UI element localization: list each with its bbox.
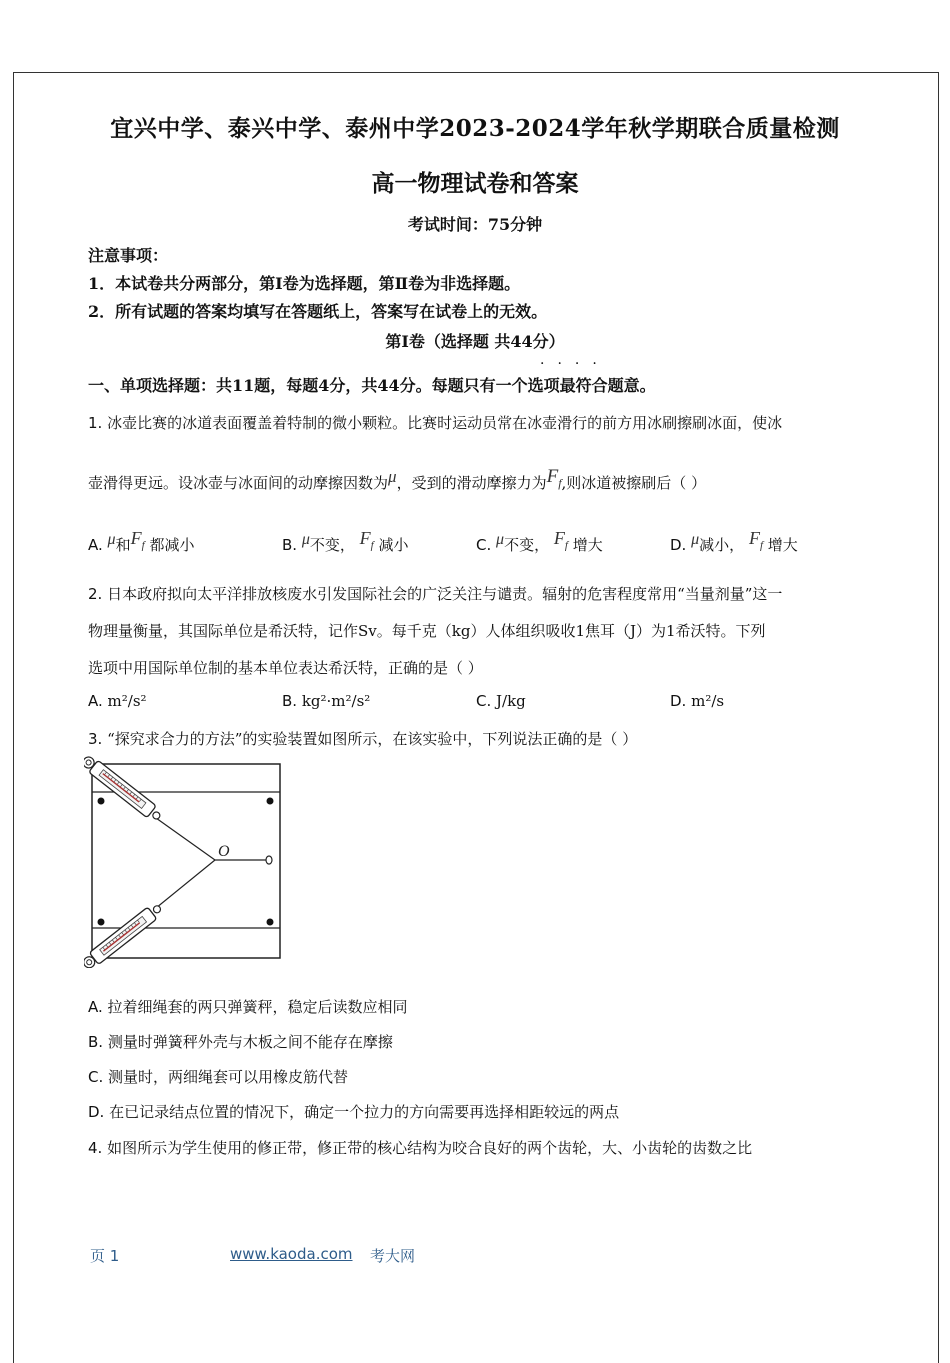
q2-option-a[interactable]: A. m²/s² [88,692,147,710]
question-2-line-1 [88,583,868,604]
q3-option-b[interactable]: B. 测量时弹簧秤外壳与木板之间不能存在摩擦 [88,1033,393,1051]
q1-option-d[interactable]: D. $^\mu$减小， $^{F_f}$ 增大 [670,528,798,554]
question-text: “探究求合力的方法”的实验装置如图所示，在该实验中，下列说法正确的是（ ） [102,730,638,748]
page-number: 页 1 [90,1247,120,1265]
question-number: 1. [88,414,103,432]
question-3 [88,728,868,749]
question-number: 4. [88,1139,103,1157]
question-text: ,则冰道被擦刷后（ ） [561,474,707,492]
question-number: 2. [88,585,103,603]
force-experiment-figure [84,756,286,968]
note-item-1: 1．本试卷共分两部分，第Ⅰ卷为选择题，第Ⅱ卷为非选择题。 [88,274,521,293]
string-upper [156,818,215,860]
question-text: 壶滑得更远。设冰壶与冰面间的动摩擦因数为 [88,474,389,492]
knot-label: O [218,843,230,860]
question-number: 3. [88,730,103,748]
pin [267,798,274,805]
question-1-line-2 [88,466,868,493]
mu-symbol: μ [388,467,397,486]
q3-option-c[interactable]: C. 测量时，两细绳套可以用橡皮筋代替 [88,1068,349,1086]
section-title: 第Ⅰ卷（选择题 共44分） [385,332,565,351]
pin [267,919,274,926]
notes-heading: 注意事项： [88,246,169,265]
q2-option-c[interactable]: C. J/kg [476,692,526,710]
q3-option-d[interactable]: D. 在已记录结点位置的情况下，确定一个拉力的方向需要再选择相距较远的两点 [88,1103,620,1121]
q1-option-c[interactable]: C. $^\mu$不变， $^{F_f}$ 增大 [476,528,603,554]
q3-option-a[interactable]: A. 拉着细绳套的两只弹簧秤，稳定后读数应相同 [88,998,408,1016]
fixed-point [266,856,272,864]
question-text: 日本政府拟向太平洋排放核废水引发国际社会的广泛关注与谴责。辐射的危害程度常用“当量剂量”这一 [102,585,783,603]
q1-option-a[interactable]: A. $^\mu$和$^{F_f}$ 都减小 [88,528,195,554]
exam-subtitle: 高一物理试卷和答案 [371,170,579,197]
question-2-line-2: 物理量衡量，其国际单位是希沃特，记作Sv。每千克（kg）人体组织吸收1焦耳（J）为1希沃特。下列 [88,622,766,640]
friction-symbol: Ff [546,466,562,490]
pin [98,919,105,926]
q2-option-b[interactable]: B. kg²·m²/s² [282,692,371,710]
q1-option-b[interactable]: B. $^\mu$不变， $^{F_f}$ 减小 [282,528,409,554]
question-text: 如图所示为学生使用的修正带，修正带的核心结构为咬合良好的两个齿轮，大、小齿轮的齿数之比 [102,1139,753,1157]
exam-time: 考试时间：75分钟 [407,215,543,234]
question-text: 冰壶比赛的冰道表面覆盖着特制的微小颗粒。比赛时运动员常在冰壶滑行的前方用冰刷擦刷冰面，使冰 [102,414,783,432]
spring-balance-upper [84,756,164,824]
site-name: 考大网 [370,1247,416,1265]
part-title: 一、单项选择题：共11题，每题4分，共44分。每题只有一个选项最符合题意。 [88,376,656,395]
question-2-line-3: 选项中用国际单位制的基本单位表达希沃特，正确的是（ ） [88,659,483,677]
question-4 [88,1137,868,1158]
note-item-2: 2．所有试题的答案均填写在答题纸上，答案写在试卷上的无效。 [88,302,548,321]
string-lower [156,860,215,908]
exam-title: 宜兴中学、泰兴中学、泰州中学2023-2024学年秋学期联合质量检测 [110,115,840,142]
q2-option-d[interactable]: D. m²/s [670,692,725,710]
site-link[interactable]: www.kaoda.com [230,1245,353,1263]
emphasis-dots: ···· [540,356,610,372]
question-1-line-1 [88,412,868,433]
question-text: ，受到的滑动摩擦力为 [396,474,547,492]
pin [98,798,105,805]
